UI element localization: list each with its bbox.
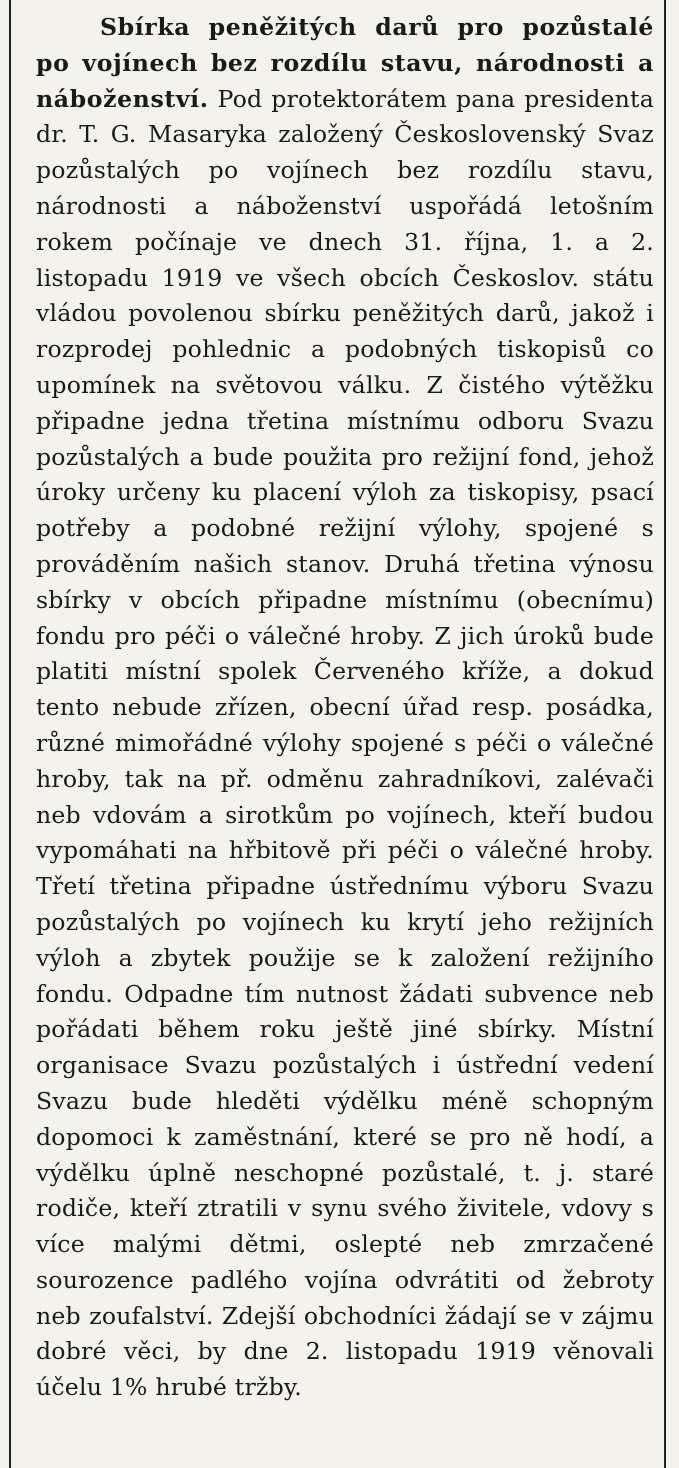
column-rule-right (664, 0, 666, 1468)
article-paragraph (36, 10, 654, 1406)
column-rule-left (9, 0, 11, 1468)
cut-off-text-top (36, 0, 654, 10)
article-body: Pod protektorátem pana presidenta dr. T. G. Masaryka založený Československý Svaz pozůstalých po vojínech bez rozdílu stavu, národnosti a náboženství uspořádá letošním rokem počínaje ve dnech 31. října, 1. a 2. listopadu 1919 ve všech obcích Českoslov. státu vládou povolenou sbírku peněžitých darů, jakož i rozprodej pohlednic a podobných tiskopisů co upomínek na světovou válku. Z čistého výtěžku připadne jedna třetina místnímu odboru Svazu pozůstalých a bude použita pro režijní fond, jehož úroky určeny ku placení výloh za tiskopisy, psací potřeby a podobné režijní výlohy, spojené s prováděním našich stanov. Druhá třetina výnosu sbírky v obcích připadne místnímu (obecnímu) fondu pro péči o válečné hroby. Z jich úroků bude platiti místní spolek Červeného kříže, a dokud tento nebude zřízen, obecní úřad resp. posádka, různé mimořádné výlohy spojené s péči o válečné hroby, tak na př. odměnu zahradníkovi, zalévači neb vdovám a sirotkům po vojínech, kteří budou vypomáhati na hřbitově při péči o válečné hroby. Třetí třetina připadne ústřednímu výboru Svazu pozůstalých po vojínech ku krytí jeho režijních výloh a zbytek použije se k založení režijního fondu. Odpadne tím nutnost žádati subvence neb pořádati během roku ještě jiné sbírky. Místní organisace Svazu pozůstalých i ústřední vedení Svazu bude hleděti výdělku méně schopným dopomoci k zaměstnání, které se pro ně hodí, a výdělku úplně neschopné pozůstalé, t. j. staré rodiče, kteří ztratili v synu svého živitele, vdovy s více malými dětmi, oslepté neb zmrzačené sourozence padlého vojína odvrátiti od žebroty neb zoufalství. Zdejší obchodníci žádají se v zájmu dobré věci, by dne 2. listopadu 1919 věnovali účelu 1% hrubé tržby. (36, 84, 654, 1402)
article-headline: Sbírka peněžitých darů pro pozůstalé po vojínech bez rozdílu stavu, národnosti a náboženství. (36, 13, 654, 113)
newspaper-column (36, 0, 654, 1410)
